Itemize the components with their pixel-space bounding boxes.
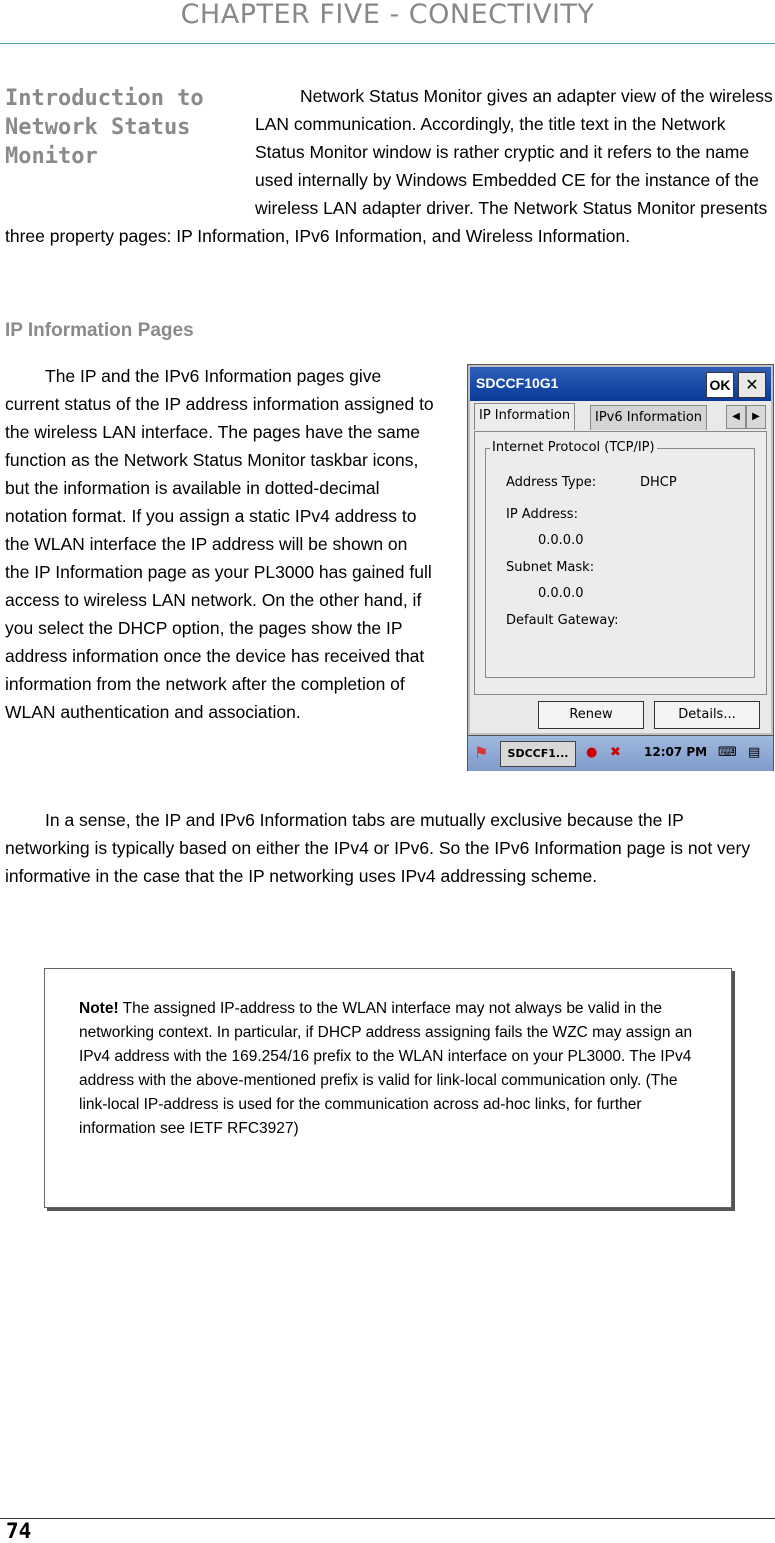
taskbar [468, 735, 773, 771]
renew-button[interactable]: Renew [538, 701, 644, 729]
header-divider [0, 43, 775, 44]
taskbar-clock: 12:07 PM [644, 745, 708, 759]
intro-paragraph: Network Status Monitor gives an adapter view of the wireless LAN communication. Accordingly, the title text in the Network Status Monitor window is rather cryptic and it refers to the name used internally by Windows Embedded CE for the instance of the wireless LAN adapter driver. The Network Status Monitor presents three property pages: IP Information, IPv6 Information, and Wireless Information. [5, 86, 773, 246]
tcp-ip-groupbox [485, 440, 755, 678]
keyboard-icon[interactable]: ⌨ [718, 745, 737, 760]
note-body: The assigned IP-address to the WLAN interface may not always be valid in the networking context. In particular, if DHCP address assigning fails the WZC may assign an IPv4 address with the 169.254/16 prefix to the WLAN interface on your PL3000. The IPv4 address with the above-mentioned prefix is valid for link-local communication only. (The link-local IP-address is used for the communication across ad-hoc links, for further information see IETF RFC3927) [79, 1000, 693, 1137]
tab-ip-information[interactable]: IP Information [474, 403, 575, 430]
ok-button[interactable]: OK [706, 372, 734, 398]
footer-divider [0, 1518, 775, 1519]
address-type-label: Address Type: [506, 475, 597, 490]
default-gateway-label: Default Gateway: [506, 613, 619, 628]
subnet-mask-label: Subnet Mask: [506, 560, 595, 575]
desktop-icon[interactable]: ▤ [748, 745, 761, 760]
note-text [79, 997, 699, 1141]
window-body [470, 401, 771, 733]
side-title-spacer [5, 82, 255, 220]
group-label: Internet Protocol (TCP/IP) [492, 440, 655, 455]
note-lead: Note! [79, 1000, 119, 1017]
start-flag-icon[interactable]: ⚑ [474, 743, 489, 762]
page-number: 74 [6, 1519, 32, 1543]
ip-information-panel [474, 431, 767, 695]
window-titlebar [470, 367, 771, 401]
tab-ipv6-information[interactable]: IPv6 Information [590, 405, 707, 430]
section-heading: IP Information Pages [5, 320, 194, 341]
close-button[interactable]: ✕ [738, 372, 766, 398]
network-error-icon[interactable]: ● [586, 745, 598, 760]
address-type-value: DHCP [640, 475, 677, 490]
ip-info-paragraph: The IP and the IPv6 Information pages give current status of the IP address information assigned to the wireless LAN interface. The pages have the same function as the Network Status Monitor taskbar icons, but the information is available in dotted-decimal notation format. If you assign a static IPv4 address to the WLAN interface the IP address will be shown on the IP Information page as your PL3000 has gained full access to wireless LAN network. On the other hand, if you select the DHCP option, the pages show the IP address information once the device has received that information from the network after the completion of WLAN authentication and association. [5, 366, 434, 722]
mutually-exclusive-paragraph: In a sense, the IP and IPv6 Information tabs are mutually exclusive because the IP networking is typically based on either the IPv4 or IPv6. So the IPv6 Information page is not very informative in the case that the IP networking uses IPv4 addressing scheme. [5, 810, 751, 886]
intro-section [5, 82, 773, 250]
taskbar-app-button[interactable]: SDCCF1... [500, 741, 576, 767]
tab-scroll-right-icon[interactable]: ▶ [746, 405, 766, 429]
ip-address-value: 0.0.0.0 [538, 533, 584, 548]
tab-scroll-left-icon[interactable]: ◀ [726, 405, 746, 429]
network-disconnected-icon[interactable]: ✖ [610, 745, 621, 760]
chapter-header: CHAPTER FIVE - CONECTIVITY [180, 0, 595, 30]
ip-address-label: IP Address: [506, 507, 578, 522]
network-status-screenshot [467, 364, 774, 771]
window-title: SDCCF10G1 [476, 375, 559, 391]
subnet-mask-value: 0.0.0.0 [538, 586, 584, 601]
details-button[interactable]: Details... [654, 701, 760, 729]
intro-side-title: Introduction to Network Status Monitor [5, 86, 204, 169]
note-box [44, 968, 732, 1208]
